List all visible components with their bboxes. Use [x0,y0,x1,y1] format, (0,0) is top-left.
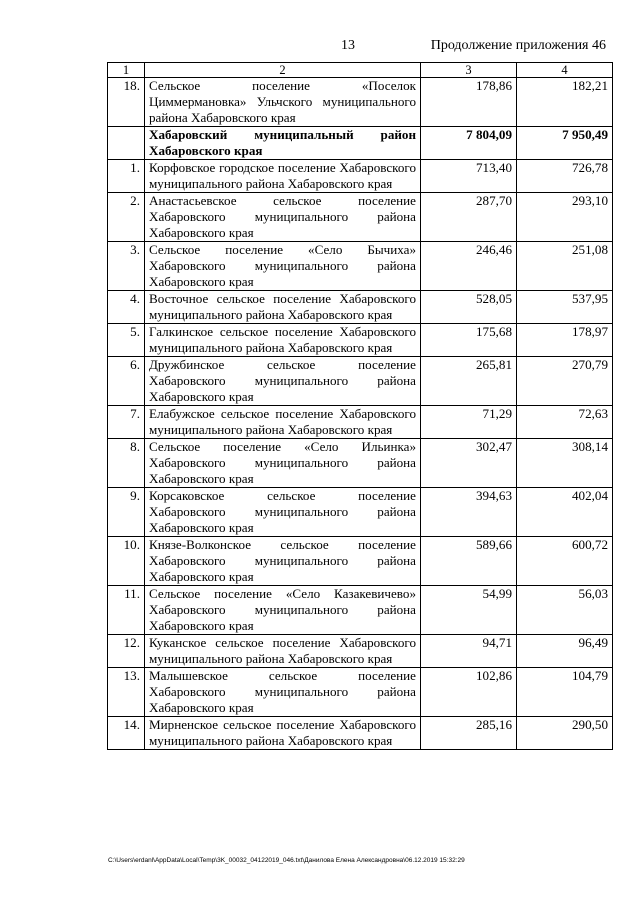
row-number-cell: 11. [108,586,145,635]
settlement-name-cell: Елабужское сельское поселение Хабаровского муниципального района Хабаровского края [145,406,421,439]
table-row [108,78,613,127]
value-col-3-cell: 94,71 [421,635,517,668]
row-number-cell: 9. [108,488,145,537]
value-col-4-cell: 56,03 [517,586,613,635]
row-number-cell: 6. [108,357,145,406]
table-row [108,291,613,324]
table-row [108,406,613,439]
value-col-3-cell: 71,29 [421,406,517,439]
table-row [108,242,613,291]
value-col-3-cell: 713,40 [421,160,517,193]
settlement-name-cell: Сельское поселение «Поселок Циммермановка» Ульчского муниципального района Хабаровского края [145,78,421,127]
row-number-cell: 7. [108,406,145,439]
settlement-name-cell: Малышевское сельское поселение Хабаровского муниципального района Хабаровского края [145,668,421,717]
value-col-4-cell: 96,49 [517,635,613,668]
value-col-3-cell: 178,86 [421,78,517,127]
value-col-3-cell: 302,47 [421,439,517,488]
settlement-name-cell: Дружбинское сельское поселение Хабаровского муниципального района Хабаровского края [145,357,421,406]
value-col-4-cell: 182,21 [517,78,613,127]
table-row [108,717,613,750]
allocation-table [107,62,613,750]
row-number-cell: 8. [108,439,145,488]
header-col-3: 3 [421,63,517,78]
value-col-4-cell: 251,08 [517,242,613,291]
value-col-3-cell: 54,99 [421,586,517,635]
header-col-4: 4 [517,63,613,78]
value-col-3-cell: 528,05 [421,291,517,324]
settlement-name-cell: Хабаровский муниципальный район Хабаровского края [145,127,421,160]
value-col-4-cell: 600,72 [517,537,613,586]
value-col-4-cell: 293,10 [517,193,613,242]
value-col-4-cell: 104,79 [517,668,613,717]
table-row [108,586,613,635]
value-col-3-cell: 7 804,09 [421,127,517,160]
table-row [108,127,613,160]
settlement-name-cell: Сельское поселение «Село Бычиха» Хабаровского муниципального района Хабаровского края [145,242,421,291]
value-col-3-cell: 589,66 [421,537,517,586]
settlement-name-cell: Куканское сельское поселение Хабаровского муниципального района Хабаровского края [145,635,421,668]
value-col-4-cell: 537,95 [517,291,613,324]
settlement-name-cell: Анастасьевское сельское поселение Хабаровского муниципального района Хабаровского края [145,193,421,242]
value-col-3-cell: 246,46 [421,242,517,291]
settlement-name-cell: Сельское поселение «Село Казакевичево» Хабаровского муниципального района Хабаровского края [145,586,421,635]
row-number-cell: 3. [108,242,145,291]
value-col-4-cell: 72,63 [517,406,613,439]
row-number-cell: 12. [108,635,145,668]
row-number-cell: 4. [108,291,145,324]
table-row [108,439,613,488]
value-col-3-cell: 175,68 [421,324,517,357]
value-col-4-cell: 178,97 [517,324,613,357]
settlement-name-cell: Восточное сельское поселение Хабаровского муниципального района Хабаровского края [145,291,421,324]
value-col-3-cell: 102,86 [421,668,517,717]
table-row [108,357,613,406]
table-row [108,488,613,537]
value-col-4-cell: 726,78 [517,160,613,193]
value-col-4-cell: 270,79 [517,357,613,406]
value-col-4-cell: 308,14 [517,439,613,488]
value-col-3-cell: 265,81 [421,357,517,406]
header-col-1: 1 [108,63,145,78]
settlement-name-cell: Галкинское сельское поселение Хабаровского муниципального района Хабаровского края [145,324,421,357]
table-row [108,668,613,717]
table-row [108,537,613,586]
table-row [108,193,613,242]
settlement-name-cell: Корфовское городское поселение Хабаровского муниципального района Хабаровского края [145,160,421,193]
value-col-3-cell: 287,70 [421,193,517,242]
table-row [108,635,613,668]
row-number-cell: 10. [108,537,145,586]
header-col-2: 2 [145,63,421,78]
settlement-name-cell: Князе-Волконское сельское поселение Хабаровского муниципального района Хабаровского края [145,537,421,586]
table-row [108,160,613,193]
file-path-footer: C:\Users\erdanl\AppData\Local\Temp\3K_00032_04122019_046.txt\Данилова Елена Александровна\06.12.2019 15:32:29 [108,857,465,864]
row-number-cell: 14. [108,717,145,750]
row-number-cell [108,127,145,160]
row-number-cell: 1. [108,160,145,193]
table-row [108,324,613,357]
settlement-name-cell: Мирненское сельское поселение Хабаровского муниципального района Хабаровского края [145,717,421,750]
page-number: 13 [341,38,355,53]
row-number-cell: 2. [108,193,145,242]
settlement-name-cell: Сельское поселение «Село Ильинка» Хабаровского муниципального района Хабаровского края [145,439,421,488]
appendix-continuation-label: Продолжение приложения 46 [430,38,606,53]
value-col-3-cell: 394,63 [421,488,517,537]
row-number-cell: 18. [108,78,145,127]
value-col-4-cell: 7 950,49 [517,127,613,160]
value-col-3-cell: 285,16 [421,717,517,750]
row-number-cell: 5. [108,324,145,357]
value-col-4-cell: 402,04 [517,488,613,537]
row-number-cell: 13. [108,668,145,717]
value-col-4-cell: 290,50 [517,717,613,750]
settlement-name-cell: Корсаковское сельское поселение Хабаровского муниципального района Хабаровского края [145,488,421,537]
table-header-row [108,63,613,78]
